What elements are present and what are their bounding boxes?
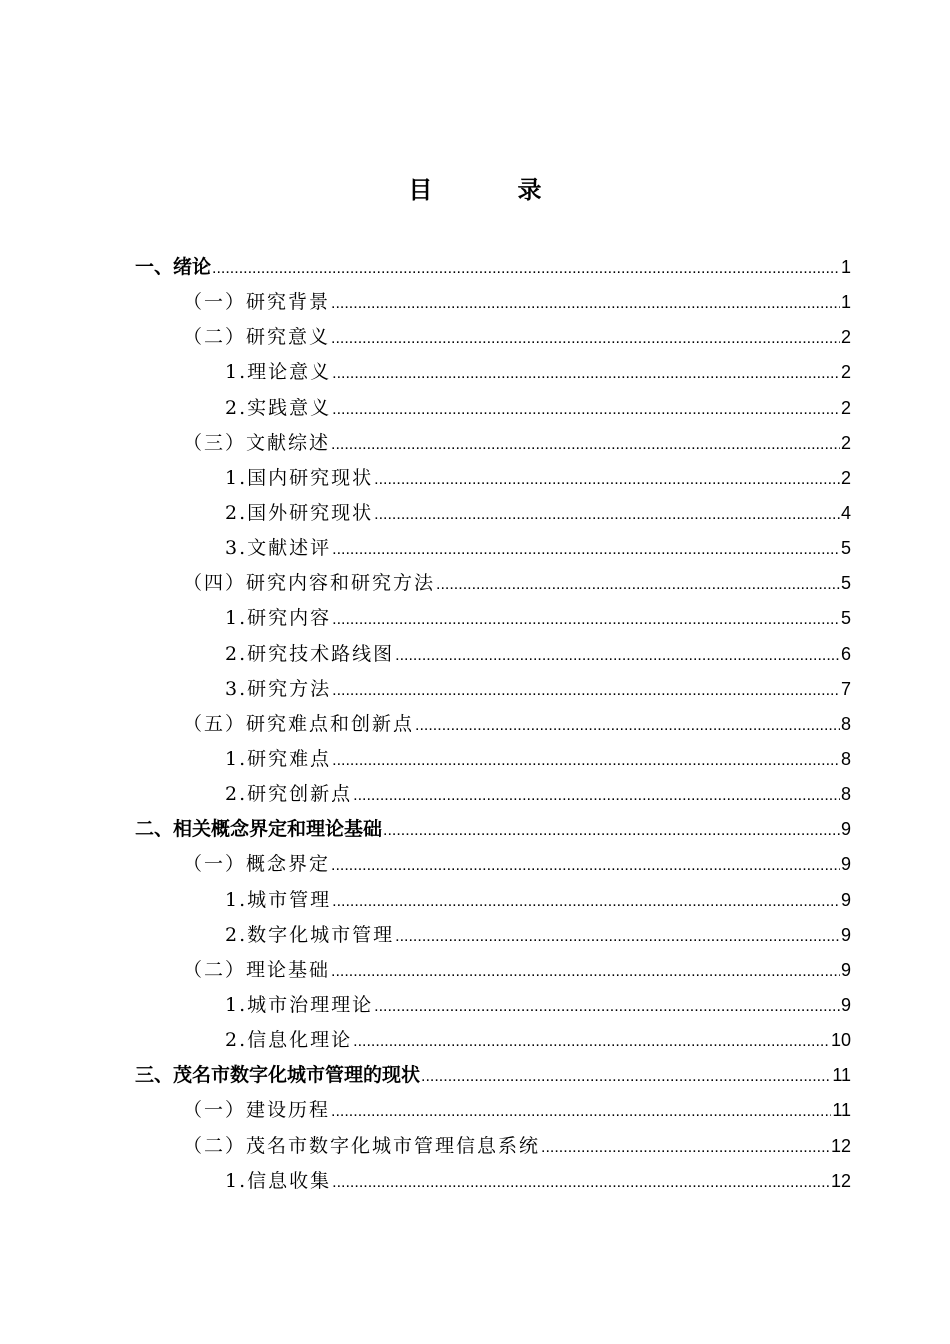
dot-leader bbox=[395, 641, 840, 671]
toc-entry-label: 2.国外研究现状 bbox=[225, 501, 374, 524]
dot-leader bbox=[331, 289, 840, 319]
dot-leader bbox=[353, 781, 840, 811]
toc-entry[interactable] bbox=[135, 779, 851, 814]
toc-entry[interactable] bbox=[135, 744, 851, 779]
toc-entry-page-number: 9 bbox=[840, 889, 851, 910]
toc-entry-label: 1.城市治理理论 bbox=[225, 993, 374, 1016]
toc-entry-page-number: 9 bbox=[840, 994, 851, 1015]
toc-entry[interactable] bbox=[135, 463, 851, 498]
toc-entry-page-number: 8 bbox=[840, 784, 851, 805]
toc-entry-page-number: 1 bbox=[840, 257, 851, 277]
dot-leader bbox=[332, 535, 840, 565]
toc-entry-label: 二、相关概念界定和理论基础 bbox=[135, 818, 383, 841]
toc-entry-label: （二）研究意义 bbox=[183, 326, 331, 349]
toc-entry[interactable] bbox=[135, 1095, 851, 1130]
toc-entry-label: （二）茂名市数字化城市管理信息系统 bbox=[183, 1134, 541, 1157]
toc-entry-page-number: 8 bbox=[840, 748, 851, 769]
toc-entry[interactable] bbox=[135, 568, 851, 603]
toc-entry-label: 2.研究创新点 bbox=[225, 783, 353, 806]
dot-leader bbox=[332, 1168, 830, 1198]
toc-entry-page-number: 2 bbox=[840, 362, 851, 383]
dot-leader bbox=[421, 1062, 831, 1092]
toc-entry-label: （二）理论基础 bbox=[183, 958, 331, 981]
toc-entry-page-number: 4 bbox=[840, 502, 851, 523]
toc-entry[interactable] bbox=[135, 1025, 851, 1060]
dot-leader bbox=[332, 605, 840, 635]
dot-leader bbox=[374, 992, 840, 1022]
toc-entry[interactable] bbox=[135, 709, 851, 744]
dot-leader bbox=[383, 816, 840, 846]
toc-entry[interactable] bbox=[135, 814, 851, 849]
toc-entry[interactable] bbox=[135, 287, 851, 322]
toc-entry-page-number: 2 bbox=[840, 432, 851, 453]
toc-entry-page-number: 9 bbox=[840, 924, 851, 945]
toc-entry-page-number: 9 bbox=[840, 854, 851, 875]
toc-entry[interactable] bbox=[135, 428, 851, 463]
toc-entry-label: 1.信息收集 bbox=[225, 1169, 332, 1192]
toc-entry-label: 1.研究内容 bbox=[225, 607, 332, 630]
dot-leader bbox=[331, 430, 840, 460]
toc-entry-label: 2.研究技术路线图 bbox=[225, 642, 395, 665]
toc-entry-page-number: 1 bbox=[840, 292, 851, 313]
toc-entry-page-number: 12 bbox=[830, 1135, 851, 1156]
toc-entry-page-number: 7 bbox=[840, 678, 851, 699]
toc-entry-page-number: 2 bbox=[840, 467, 851, 488]
toc-entry-page-number: 11 bbox=[832, 1100, 851, 1121]
dot-leader bbox=[374, 465, 840, 495]
dot-leader bbox=[332, 395, 840, 425]
toc-entry[interactable] bbox=[135, 639, 851, 674]
toc-entry-label: （三）文献综述 bbox=[183, 431, 331, 454]
dot-leader bbox=[332, 887, 840, 917]
toc-entry-label: 1.城市管理 bbox=[225, 888, 332, 911]
dot-leader bbox=[332, 746, 840, 776]
dot-leader bbox=[374, 500, 840, 530]
toc-entry[interactable] bbox=[135, 1060, 851, 1095]
toc-entry-label: 1.国内研究现状 bbox=[225, 466, 374, 489]
toc-entry-label: 3.文献述评 bbox=[225, 537, 332, 560]
toc-entry-label: （一）建设历程 bbox=[183, 1099, 331, 1122]
toc-entry[interactable] bbox=[135, 885, 851, 920]
toc-entry[interactable] bbox=[135, 393, 851, 428]
toc-entry-label: 2.信息化理论 bbox=[225, 1029, 353, 1052]
toc-entry-page-number: 6 bbox=[840, 643, 851, 664]
dot-leader bbox=[332, 359, 840, 389]
toc-entry-label: （五）研究难点和创新点 bbox=[183, 712, 415, 735]
toc-entry-page-number: 8 bbox=[840, 713, 851, 734]
toc-entry[interactable] bbox=[135, 322, 851, 357]
toc-entry[interactable] bbox=[135, 674, 851, 709]
toc-entry[interactable] bbox=[135, 990, 851, 1025]
dot-leader bbox=[415, 711, 840, 741]
dot-leader bbox=[353, 1027, 830, 1057]
toc-entry-page-number: 2 bbox=[840, 397, 851, 418]
dot-leader bbox=[331, 1097, 831, 1127]
toc-entry[interactable] bbox=[135, 955, 851, 990]
toc-entry-page-number: 5 bbox=[840, 608, 851, 629]
toc-entry-label: （四）研究内容和研究方法 bbox=[183, 572, 436, 595]
page-title: 目 录 bbox=[408, 176, 580, 204]
toc-entry-label: （一）研究背景 bbox=[183, 291, 331, 314]
toc-entry-label: 1.理论意义 bbox=[225, 361, 332, 384]
toc-entry[interactable] bbox=[135, 920, 851, 955]
toc-entry[interactable] bbox=[135, 357, 851, 392]
dot-leader bbox=[331, 324, 840, 354]
toc-entry-label: 三、茂名市数字化城市管理的现状 bbox=[135, 1064, 421, 1087]
toc-entry-page-number: 10 bbox=[830, 1030, 851, 1051]
toc-entry-page-number: 5 bbox=[840, 573, 851, 594]
toc-entry[interactable] bbox=[135, 603, 851, 638]
toc-entry-page-number: 11 bbox=[832, 1065, 851, 1086]
dot-leader bbox=[331, 957, 840, 987]
toc-entry-page-number: 9 bbox=[840, 819, 851, 840]
toc-entry[interactable] bbox=[135, 498, 851, 533]
toc-entry-label: 1.研究难点 bbox=[225, 747, 332, 770]
dot-leader bbox=[436, 570, 840, 600]
toc-entry-page-number: 2 bbox=[840, 327, 851, 348]
toc-entry[interactable] bbox=[135, 849, 851, 884]
dot-leader bbox=[332, 676, 840, 706]
toc-entry[interactable] bbox=[135, 1166, 851, 1201]
table-of-contents bbox=[135, 252, 851, 1201]
toc-entry-label: 3.研究方法 bbox=[225, 677, 332, 700]
toc-entry-page-number: 5 bbox=[840, 538, 851, 559]
toc-entry[interactable] bbox=[135, 252, 851, 287]
dot-leader bbox=[212, 254, 840, 284]
dot-leader bbox=[331, 851, 840, 881]
toc-entry-page-number: 12 bbox=[830, 1170, 851, 1191]
toc-entry-page-number: 9 bbox=[840, 959, 851, 980]
dot-leader bbox=[395, 922, 840, 952]
toc-entry-label: 2.实践意义 bbox=[225, 396, 332, 419]
dot-leader bbox=[541, 1133, 830, 1163]
toc-entry-label: （一）概念界定 bbox=[183, 853, 331, 876]
toc-entry-label: 一、绪论 bbox=[135, 256, 212, 278]
toc-entry[interactable] bbox=[135, 533, 851, 568]
toc-entry[interactable] bbox=[135, 1131, 851, 1166]
toc-entry-label: 2.数字化城市管理 bbox=[225, 923, 395, 946]
